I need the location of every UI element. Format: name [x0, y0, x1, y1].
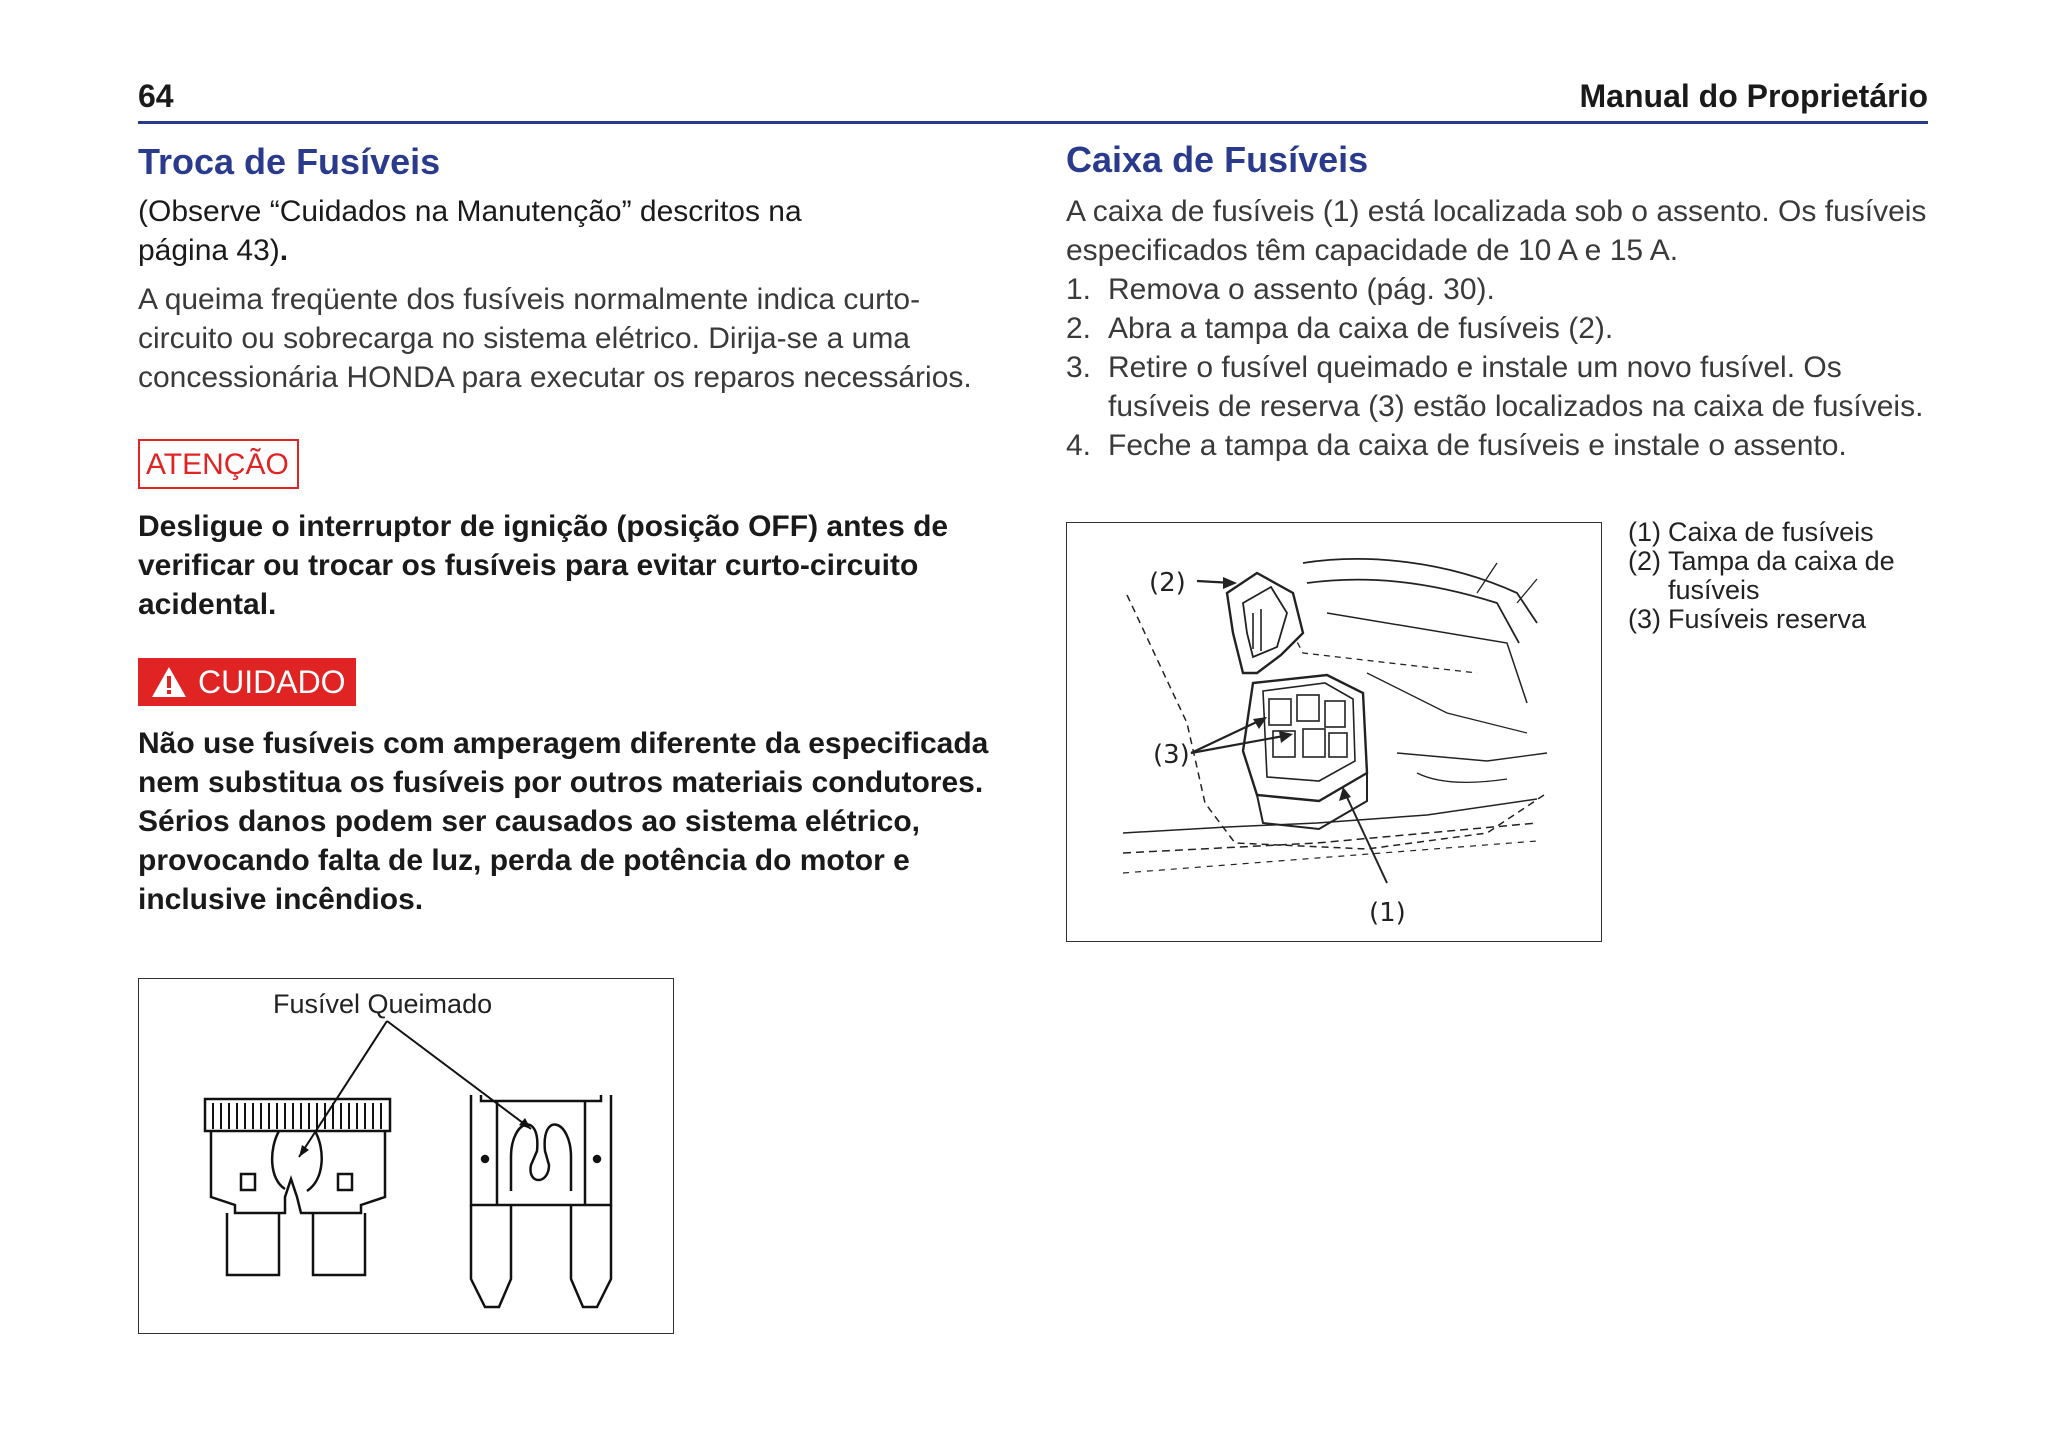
callout-3: (3) [1153, 740, 1190, 770]
legend-item [1628, 547, 1908, 605]
attention-text: Desligue o interruptor de ignição (posição OFF) antes de verificar ou trocar os fusíveis para evitar curto-circuito acidental. [138, 510, 949, 621]
legend-item [1628, 605, 1908, 634]
caution-badge [138, 658, 356, 706]
page-number: 64 [138, 78, 174, 114]
warning-triangle-icon [150, 665, 188, 699]
step-number: 2. [1066, 312, 1092, 345]
fuse-box-steps [1066, 270, 1936, 465]
callout-2: (2) [1149, 568, 1186, 598]
blown-fuse-figure [138, 978, 674, 1334]
fuse-box-intro: A caixa de fusíveis (1) está localizada sob o assento. Os fusíveis especificados têm capacidade de 10 A e 15 A. [1066, 195, 1927, 267]
step-text: Feche a tampa da caixa de fusíveis e instale o assento. [1108, 429, 1847, 462]
step-number: 1. [1066, 273, 1092, 306]
section-title-fuse-box: Caixa de Fusíveis [1066, 139, 1369, 180]
blown-fuse-label: Fusível Queimado [273, 989, 493, 1019]
step-number: 4. [1066, 429, 1092, 462]
section-title-fuse-replacement: Troca de Fusíveis [138, 141, 441, 182]
note-period: . [279, 234, 289, 267]
maintenance-note [138, 192, 1008, 270]
legend-text: Fusíveis reserva [1668, 604, 1867, 634]
note-text: (Observe “Cuidados na Manutenção” descritos na [138, 195, 802, 228]
list-item [1066, 309, 1936, 348]
legend-key: (1) [1628, 517, 1661, 547]
manual-title: Manual do Proprietário [1579, 78, 1928, 114]
step-text: Remova o assento (pág. 30). [1108, 273, 1495, 306]
fuse-box-figure [1066, 522, 1602, 942]
fuse-box-illustration [1067, 523, 1601, 941]
fuse-box-section [1066, 134, 1936, 465]
fuse-box-legend [1628, 518, 1908, 634]
callout-1: (1) [1369, 898, 1406, 928]
step-number: 3. [1066, 351, 1092, 384]
legend-item [1628, 518, 1908, 547]
legend-text: Caixa de fusíveis [1668, 517, 1874, 547]
note-page-reference: página 43) [138, 234, 280, 267]
list-item [1066, 348, 1936, 426]
caution-text: Não use fusíveis com amperagem diferente da especificada nem substitua os fusíveis por outros materiais condutores. Sérios danos podem ser causados ao sistema elétrico, provocando falta de luz, perda de potência do motor e inclusive incêndios. [138, 727, 989, 916]
legend-text: Tampa da caixa de fusíveis [1668, 546, 1895, 605]
step-text: Abra a tampa da caixa de fusíveis (2). [1108, 312, 1614, 345]
fuse-replacement-section [138, 136, 1008, 919]
legend-key: (3) [1628, 604, 1661, 634]
fuse-body-text: A queima freqüente dos fusíveis normalmente indica curto-circuito ou sobrecarga no sistema elétrico. Dirija-se a uma concessionária HONDA para executar os reparos necessários. [138, 283, 972, 394]
list-item [1066, 426, 1936, 465]
attention-badge: ATENÇÃO [138, 439, 299, 489]
header-divider [138, 121, 1928, 124]
list-item [1066, 270, 1936, 309]
step-text: Retire o fusível queimado e instale um novo fusível. Os fusíveis de reserva (3) estão localizados na caixa de fusíveis. [1108, 351, 1924, 423]
caution-label: CUIDADO [198, 664, 346, 700]
legend-key: (2) [1628, 546, 1661, 576]
blown-fuse-illustration [139, 979, 673, 1333]
